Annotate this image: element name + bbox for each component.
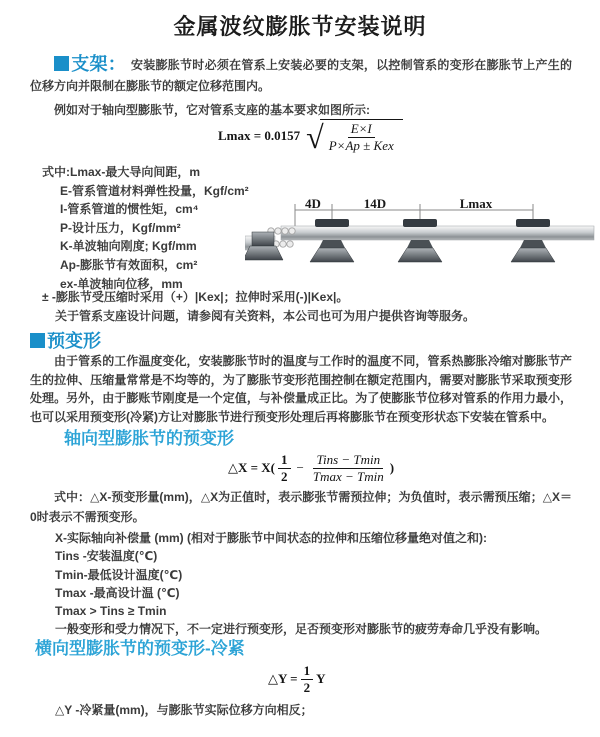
axial-note-item: Tmax > Tins ≥ Tmin (55, 604, 167, 619)
formula-lmax-numerator: E×I (348, 121, 375, 138)
section-bullet-icon (30, 333, 45, 348)
support-intro-text: 安装膨胀节时必须在管系上安装必要的支架，以控制管系的变形在膨胀节上产生的位移方向并限制在膨胀节的额定位移范围内。 (30, 58, 572, 93)
axial-note-item: Tmax -最高设计温 (℃) (55, 585, 180, 600)
formula-dx-temp-fraction (310, 452, 387, 484)
page-title: 金属波纹膨胀节安装说明 (173, 14, 427, 39)
definition-item: Ap-膨胀节有效面积，cm² (60, 257, 198, 272)
definition-item: E-管系管道材料弹性投量，Kgf/cm² (60, 183, 249, 198)
predeform-body-paragraph: 由于管系的工作温度变化，安装膨胀节时的温度与工作时的温度不同，管系热膨胀冷缩对膨胀节产生的拉伸、压缩量常常是不均等的，为了膨胀节变形范围控制在额定范围内，需要对膨胀节采取预变形处理。另外，由于膨账节刚度是一个定值，与补偿量成正比。为了使膨胀节位移对管系的作用力最小，也可以采用预变形(冷紧)方让对膨胀节进行预变形处理后再将膨胀节在预变形状态下安装在管系中。 (30, 354, 572, 424)
formula-dx-half-den: 2 (281, 468, 288, 484)
formula-lmax (218, 118, 403, 153)
axial-note-item: Tmin-最低设计温度(℃) (55, 567, 183, 582)
formula-dx-temp-den: Tmax − Tmin (312, 468, 384, 484)
pipe-support-diagram (245, 196, 598, 292)
support-section-heading: 支架： (71, 54, 127, 74)
sqrt-radical-icon: √ (306, 118, 324, 155)
consulting-note: 关于管系支座设计问题，请参阅有关资料，本公司也可为用户提供咨询等服务。 (55, 309, 476, 323)
definition-item: ex-单波轴向位移，mm (60, 276, 183, 291)
support-section-intro (30, 54, 572, 97)
axial-closing-note: 一般变形和受力情况下，不一定进行预变形，足否预变形对膨胀节的疲劳寿命几乎没有影响。 (55, 622, 548, 637)
definition-item: 式中:Lmax-最大导向间距，m (42, 165, 201, 179)
definition-item: K-单波轴向刚度; Kgf/mm (60, 239, 197, 254)
dimension-label-14d: 14D (363, 196, 387, 211)
formula-dy-half-fraction (301, 663, 314, 695)
formula-lmax-fraction (326, 121, 397, 153)
formula-lmax-denominator: P×Ap ± Kex (328, 137, 394, 153)
predeform-section-heading-row (30, 327, 106, 353)
formula-lmax-lhs: Lmax = 0.0157 (218, 127, 301, 143)
dimension-label-lmax: Lmax (459, 196, 493, 211)
formula-dy-rhs: Y (316, 671, 326, 687)
section-bullet-icon (54, 56, 69, 71)
formula-dx-operator: − (296, 460, 304, 476)
axial-subtitle: 轴向型膨胀节的预变形 (64, 429, 234, 448)
axial-note-item: Tins -安装温度(℃) (55, 549, 158, 564)
axial-notes-list (55, 529, 575, 639)
pipe-guide-support (511, 219, 555, 262)
formula-dy-half-den: 2 (303, 679, 311, 695)
formula-dx-half-fraction (278, 452, 291, 484)
formula-delta-x (228, 452, 394, 484)
pipe-support-diagram-svg (245, 196, 598, 292)
pipe-guide-support (398, 219, 442, 262)
predeform-section-heading: 预变形 (47, 331, 101, 351)
support-example-line: 例如对于轴向型膨胀节，它对管系支座的基本要求如图所示: (54, 103, 370, 117)
dimension-label-4d: 4D (305, 196, 321, 211)
pipe-guide-support (310, 219, 354, 262)
plus-minus-note: ± -膨胀节受压缩时采用（+）|Kex|；拉伸时采用(-)|Kex|。 (42, 290, 349, 304)
axial-formula-explanation: 式中：△X-预变形量(mm)，△X为正值时，表示膨张节需预拉伸；为负值时，表示需预压缩；△X＝0时表示不需预变形。 (30, 490, 572, 524)
formula-dx-rhs: ) (389, 460, 395, 476)
lateral-note: △Y -冷紧量(mm)，与膨胀节实际位移方向相反； (55, 703, 313, 717)
definition-item: I-管系管道的惯性矩，cm⁴ (60, 202, 199, 217)
formula-dy-lhs: △Y = (268, 671, 298, 687)
formula-dx-lhs: △X = X( (228, 460, 276, 476)
formula-dx-temp-num: Tins − Tmin (313, 452, 383, 469)
formula-delta-y (268, 663, 325, 695)
formula-dx-half-num: 1 (278, 452, 291, 469)
lateral-subtitle: 横向型膨胀节的预变形-冷紧 (35, 639, 245, 658)
sqrt-body (320, 119, 403, 153)
axial-note-item: X-实际轴向补偿量 (mm) (相对于膨胀节中间状态的拉伸和压缩位移量绝对值之和): (55, 531, 487, 545)
formula-dy-half-num: 1 (301, 663, 314, 680)
pipe-main (281, 226, 594, 240)
definition-item: P-设计压力，Kgf/mm² (60, 220, 181, 235)
